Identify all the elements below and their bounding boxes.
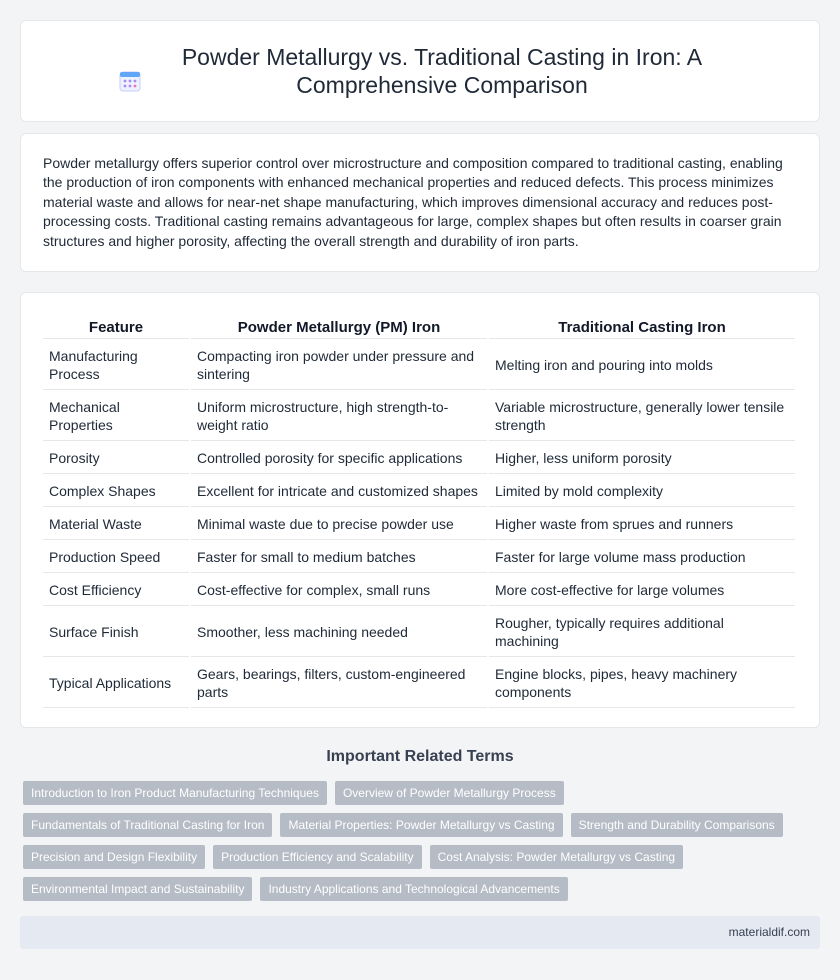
footer-site-link[interactable]: materialdif.com	[728, 925, 810, 939]
comparison-table	[41, 315, 797, 710]
casting-cell: More cost-effective for large volumes	[489, 575, 795, 606]
related-term-tag[interactable]: Fundamentals of Traditional Casting for Iron	[23, 813, 272, 837]
casting-cell: Limited by mold complexity	[489, 476, 795, 507]
feature-cell: Material Waste	[43, 509, 189, 540]
feature-cell: Typical Applications	[43, 659, 189, 708]
pm-cell: Gears, bearings, filters, custom-engineered parts	[191, 659, 487, 708]
casting-cell: Faster for large volume mass production	[489, 542, 795, 573]
term-row	[23, 781, 813, 805]
casting-cell: Higher, less uniform porosity	[489, 443, 795, 474]
comparison-card	[20, 292, 820, 728]
title-card	[20, 20, 820, 122]
related-term-tag[interactable]: Overview of Powder Metallurgy Process	[335, 781, 564, 805]
pm-cell: Controlled porosity for specific applications	[191, 443, 487, 474]
related-terms-heading: Important Related Terms	[326, 748, 514, 765]
related-terms-list	[23, 781, 813, 909]
table-header-row	[43, 317, 795, 339]
related-term-tag[interactable]: Strength and Durability Comparisons	[571, 813, 783, 837]
table-row	[43, 341, 795, 390]
related-term-tag[interactable]: Precision and Design Flexibility	[23, 845, 205, 869]
header-pm-iron: Powder Metallurgy (PM) Iron	[191, 317, 487, 339]
pm-cell: Smoother, less machining needed	[191, 608, 487, 657]
casting-cell: Higher waste from sprues and runners	[489, 509, 795, 540]
pm-cell: Faster for small to medium batches	[191, 542, 487, 573]
table-row	[43, 443, 795, 474]
pm-cell: Minimal waste due to precise powder use	[191, 509, 487, 540]
table-row	[43, 476, 795, 507]
term-row	[23, 877, 813, 901]
feature-cell: Porosity	[43, 443, 189, 474]
intro-card	[20, 133, 820, 272]
related-term-tag[interactable]: Introduction to Iron Product Manufacturing Techniques	[23, 781, 327, 805]
table-row	[43, 509, 795, 540]
table-row	[43, 659, 795, 708]
table-row	[43, 575, 795, 606]
related-term-tag[interactable]: Industry Applications and Technological Advancements	[260, 877, 567, 901]
pm-cell: Excellent for intricate and customized shapes	[191, 476, 487, 507]
table-row	[43, 608, 795, 657]
intro-paragraph: Powder metallurgy offers superior control over microstructure and composition compared to traditional casting, enabling the production of iron components with enhanced mechanical properties and reduced defects. This process minimizes material waste and allows for near-net shape manufacturing, which improves dimensional accuracy and reduces post-processing costs. Traditional casting remains advantageous for large, complex shapes but often results in coarser grain structures and higher porosity, affecting the overall strength and durability of iron parts.	[43, 155, 783, 249]
feature-cell: Production Speed	[43, 542, 189, 573]
related-term-tag[interactable]: Environmental Impact and Sustainability	[23, 877, 252, 901]
term-row	[23, 813, 813, 837]
related-term-tag[interactable]: Production Efficiency and Scalability	[213, 845, 422, 869]
table-row	[43, 542, 795, 573]
feature-cell: Complex Shapes	[43, 476, 189, 507]
feature-cell: Manufacturing Process	[43, 341, 189, 390]
related-term-tag[interactable]: Cost Analysis: Powder Metallurgy vs Casting	[430, 845, 683, 869]
page-title: Powder Metallurgy vs. Traditional Casting in Iron: A Comprehensive Comparison	[181, 44, 703, 98]
header-feature: Feature	[43, 317, 189, 339]
header-casting-iron: Traditional Casting Iron	[489, 317, 795, 339]
term-row	[23, 845, 813, 869]
pm-cell: Compacting iron powder under pressure and sintering	[191, 341, 487, 390]
casting-cell: Melting iron and pouring into molds	[489, 341, 795, 390]
title-wrap	[100, 43, 740, 99]
feature-cell: Mechanical Properties	[43, 392, 189, 441]
related-term-tag[interactable]: Material Properties: Powder Metallurgy vs Casting	[280, 813, 562, 837]
table-row	[43, 392, 795, 441]
pm-cell: Cost-effective for complex, small runs	[191, 575, 487, 606]
casting-cell: Engine blocks, pipes, heavy machinery components	[489, 659, 795, 708]
calendar-icon	[118, 69, 142, 93]
pm-cell: Uniform microstructure, high strength-to-weight ratio	[191, 392, 487, 441]
footer	[20, 916, 820, 949]
feature-cell: Surface Finish	[43, 608, 189, 657]
casting-cell: Variable microstructure, generally lower tensile strength	[489, 392, 795, 441]
feature-cell: Cost Efficiency	[43, 575, 189, 606]
casting-cell: Rougher, typically requires additional machining	[489, 608, 795, 657]
